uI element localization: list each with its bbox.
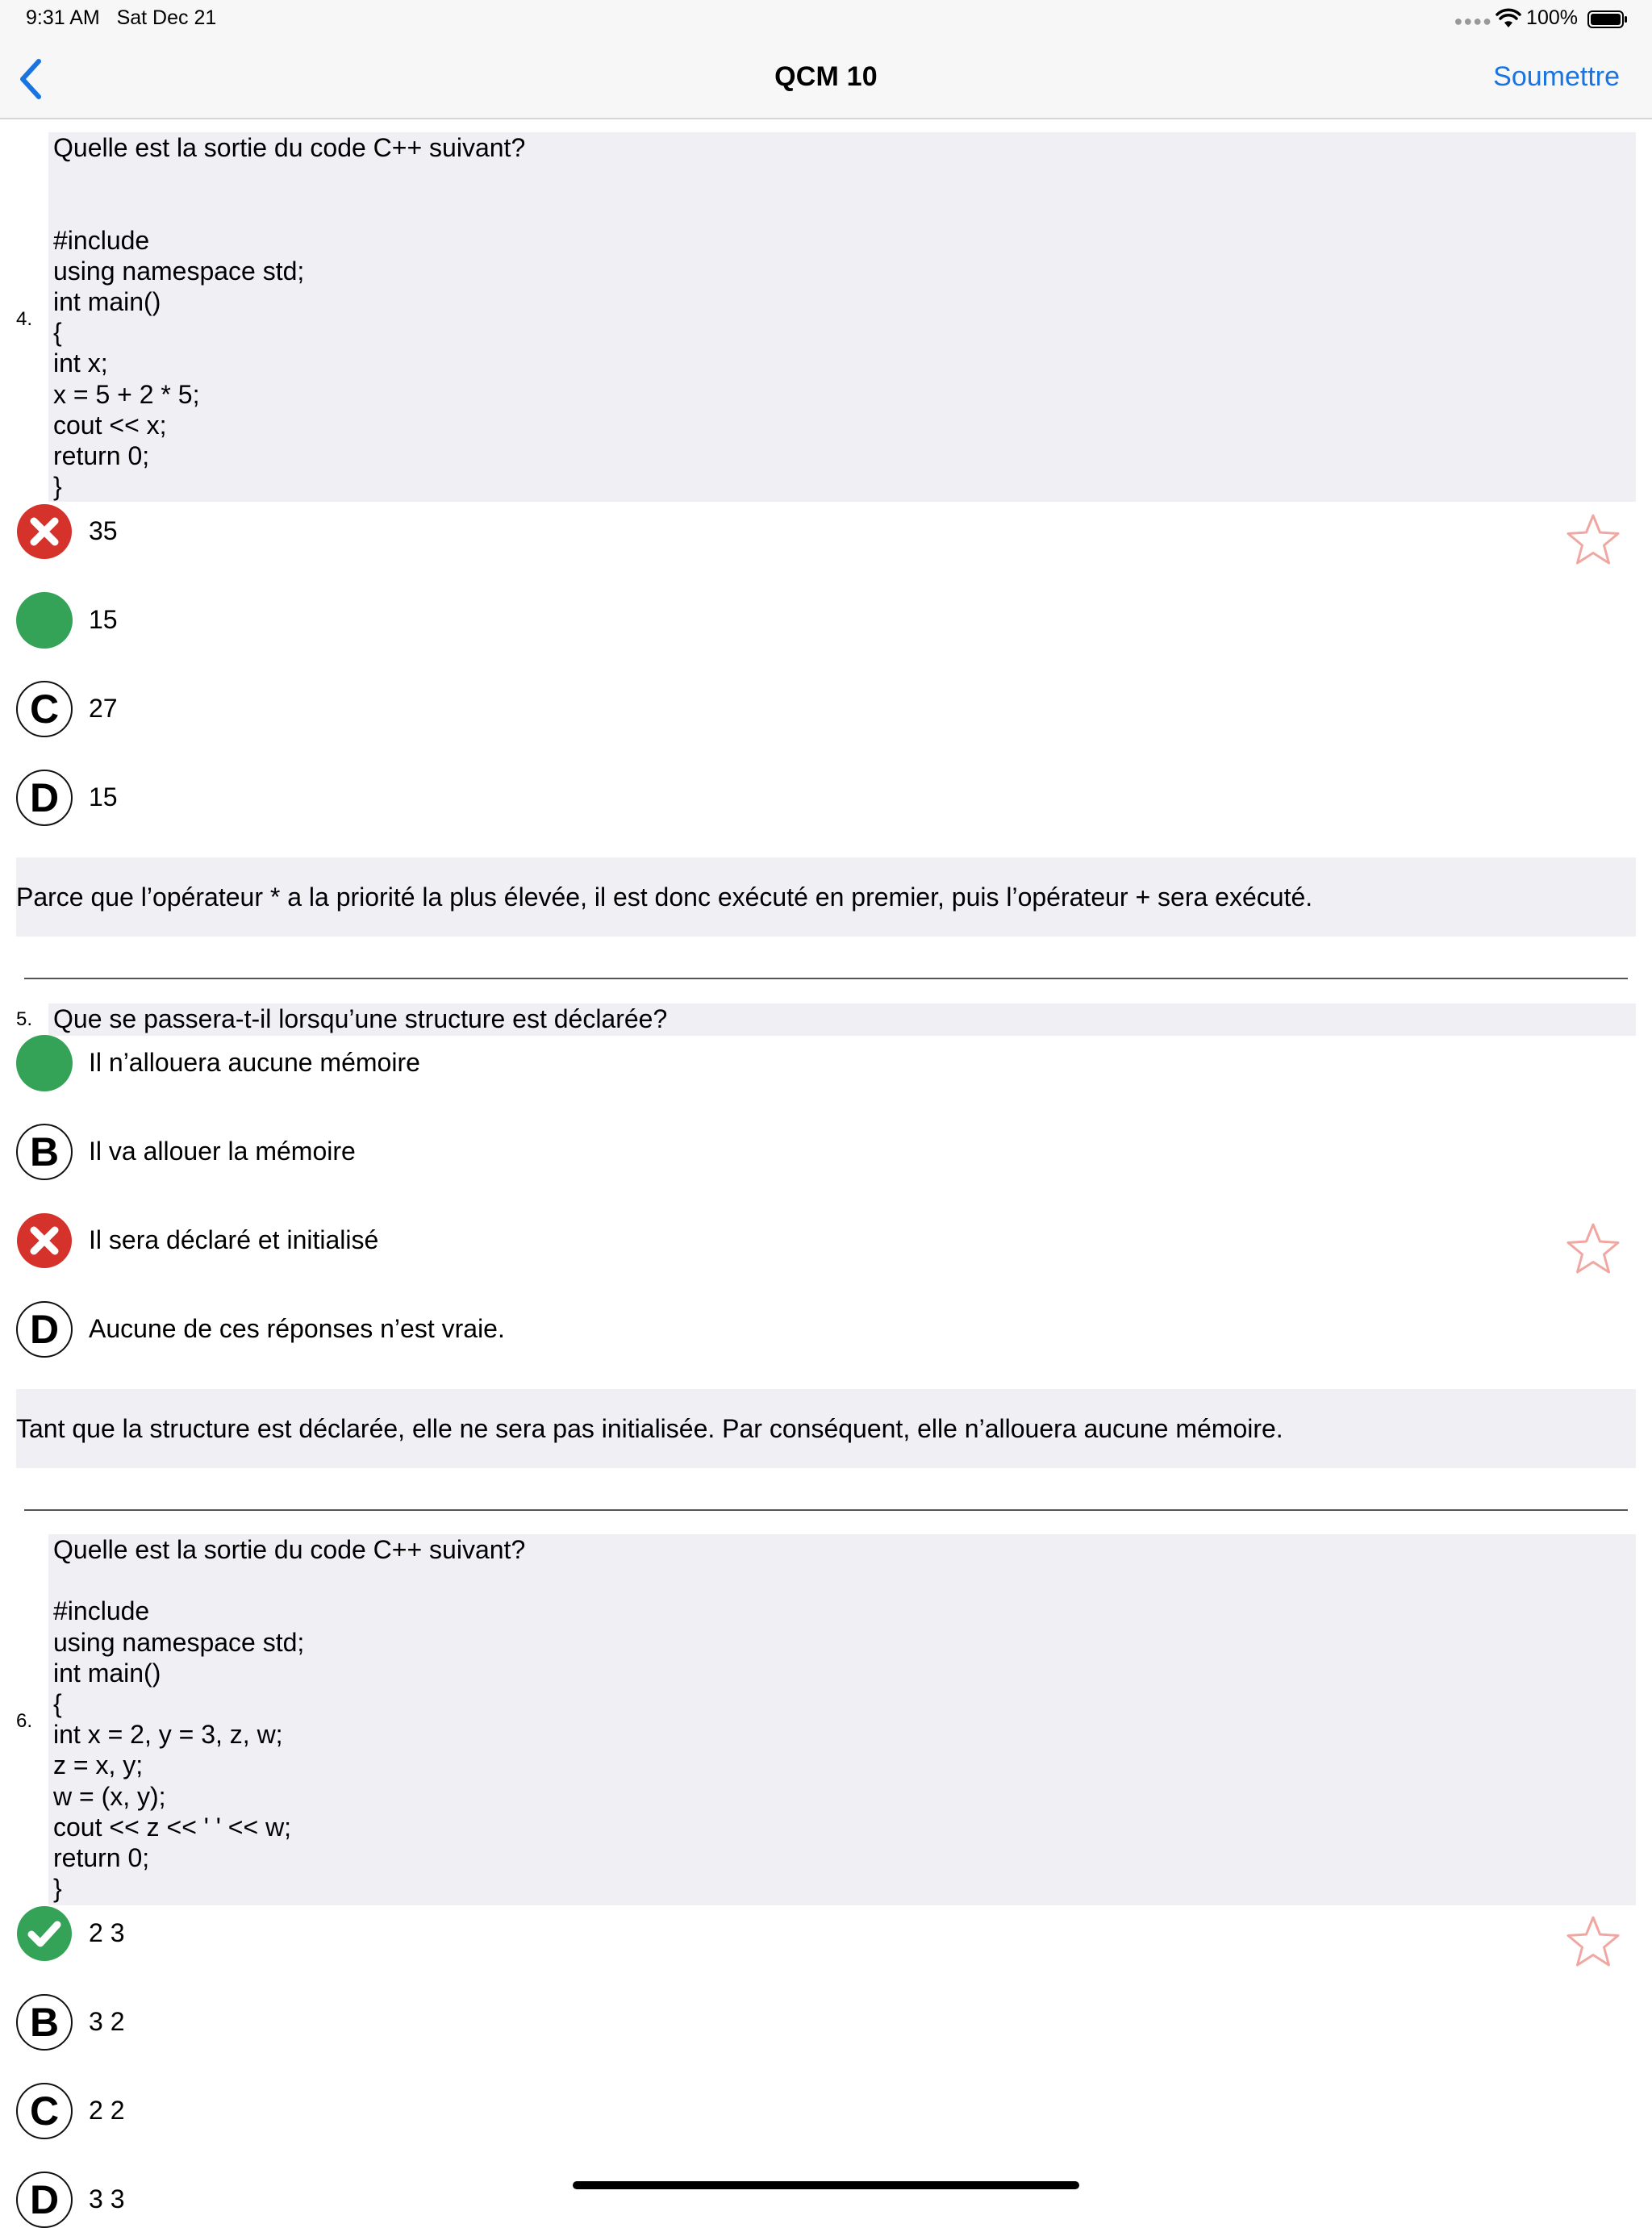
question-line: Quelle est la sortie du code C++ suivant? xyxy=(53,1535,526,1564)
explanation-text: Tant que la structure est déclarée, elle ne sera pas initialisée. Par conséquent, elle n’allouera aucune mémoire. xyxy=(16,1414,1283,1443)
battery-icon xyxy=(1587,10,1628,28)
correct-answer-dot-icon xyxy=(16,592,73,649)
option-text: 27 xyxy=(89,694,118,723)
question-text xyxy=(48,132,1636,502)
status-time: 9:31 AM Sat Dec 21 xyxy=(26,6,217,29)
answer-option-b[interactable] xyxy=(16,1994,1621,2051)
correct-answer-dot-icon xyxy=(16,1035,73,1091)
option-text: 3 2 xyxy=(89,2007,125,2036)
option-text: 2 2 xyxy=(89,2096,125,2125)
question-line: int main() xyxy=(53,1658,161,1688)
question-line: cout << z << ' ' << w; xyxy=(53,1812,292,1842)
answer-option-c[interactable] xyxy=(16,2083,1621,2139)
option-text: 15 xyxy=(89,782,118,812)
option-letter-icon xyxy=(16,2172,73,2228)
star-icon[interactable] xyxy=(1565,1222,1621,1275)
question-line: #include xyxy=(53,1596,150,1626)
question-number: 4. xyxy=(16,308,33,330)
answer-option-c[interactable] xyxy=(16,681,1621,737)
question-line: using namespace std; xyxy=(53,256,305,286)
question-line: } xyxy=(53,472,62,502)
battery-percent: 100% xyxy=(1526,6,1578,29)
answer-option-c[interactable] xyxy=(16,1212,1621,1269)
option-letter: B xyxy=(16,1124,73,1180)
question-line: x = 5 + 2 * 5; xyxy=(53,379,200,409)
status-bar xyxy=(0,0,1652,37)
divider xyxy=(24,1509,1628,1511)
answer-option-a[interactable] xyxy=(16,503,1621,560)
option-text: 35 xyxy=(89,516,118,545)
option-letter: C xyxy=(16,2083,73,2139)
option-letter: D xyxy=(16,1301,73,1358)
option-letter-icon xyxy=(16,2083,73,2139)
option-text: 2 3 xyxy=(89,1918,125,1947)
page-title: QCM 10 xyxy=(774,61,878,92)
checkmark-icon xyxy=(16,1905,73,1962)
option-letter: D xyxy=(16,770,73,826)
question-line: int x = 2, y = 3, z, w; xyxy=(53,1720,283,1750)
question-number: 6. xyxy=(16,1710,33,1732)
answer-option-b[interactable] xyxy=(16,1124,1621,1180)
option-text: Aucune de ces réponses n’est vraie. xyxy=(89,1314,505,1343)
option-letter-icon xyxy=(16,1994,73,2051)
option-text: Il sera déclaré et initialisé xyxy=(89,1225,379,1254)
question-line: int x; xyxy=(53,348,108,378)
question-line xyxy=(53,194,1631,224)
question-text xyxy=(48,1003,1636,1036)
option-letter: B xyxy=(16,1994,73,2051)
option-letter-icon xyxy=(16,1301,73,1358)
question-text xyxy=(48,1534,1636,1905)
wifi-icon xyxy=(1496,8,1521,29)
home-indicator xyxy=(573,2181,1079,2189)
question-number: 5. xyxy=(16,1008,33,1030)
question-line: cout << x; xyxy=(53,410,167,440)
option-letter-icon xyxy=(16,1124,73,1180)
answer-option-a[interactable] xyxy=(16,1035,1621,1091)
question-line: int main() xyxy=(53,286,161,316)
star-icon[interactable] xyxy=(1565,1915,1621,1968)
navigation-bar xyxy=(0,37,1652,119)
question-line: { xyxy=(53,1688,62,1718)
option-text: Il n’allouera aucune mémoire xyxy=(89,1048,420,1077)
option-text: Il va allouer la mémoire xyxy=(89,1137,356,1166)
submit-button[interactable]: Soumettre xyxy=(1493,61,1620,92)
answer-option-b[interactable] xyxy=(16,592,1621,649)
question-line: z = x, y; xyxy=(53,1750,144,1780)
star-icon[interactable] xyxy=(1565,513,1621,566)
wrong-answer-icon xyxy=(16,1212,73,1269)
option-letter-icon xyxy=(16,770,73,826)
question-line xyxy=(53,163,1631,194)
option-text: 3 3 xyxy=(89,2184,125,2213)
wrong-answer-icon xyxy=(16,503,73,560)
question-line: } xyxy=(53,1874,62,1904)
question-line: #include xyxy=(53,225,150,255)
question-line: Que se passera-t-il lorsqu’une structure est déclarée? xyxy=(53,1004,668,1033)
option-letter: C xyxy=(16,681,73,737)
question-line: using namespace std; xyxy=(53,1627,305,1657)
answer-option-a[interactable] xyxy=(16,1905,1621,1962)
answer-option-d[interactable] xyxy=(16,770,1621,826)
option-letter-icon xyxy=(16,681,73,737)
answer-option-d[interactable] xyxy=(16,1301,1621,1358)
answer-option-d[interactable] xyxy=(16,2172,1621,2228)
question-line: return 0; xyxy=(53,440,150,470)
signal-icon: ●●●● xyxy=(1454,13,1492,29)
explanation-text: Parce que l’opérateur * a la priorité la plus élevée, il est donc exécuté en premier, puis l’opérateur + sera exécuté. xyxy=(16,882,1313,912)
question-line: return 0; xyxy=(53,1842,150,1872)
question-line: w = (x, y); xyxy=(53,1781,166,1811)
option-text: 15 xyxy=(89,605,118,634)
explanation-panel xyxy=(16,1389,1636,1468)
question-line: { xyxy=(53,318,62,348)
option-letter: D xyxy=(16,2172,73,2228)
explanation-panel xyxy=(16,857,1636,937)
question-line xyxy=(53,1565,1631,1596)
question-line: Quelle est la sortie du code C++ suivant? xyxy=(53,133,526,162)
divider xyxy=(24,978,1628,979)
